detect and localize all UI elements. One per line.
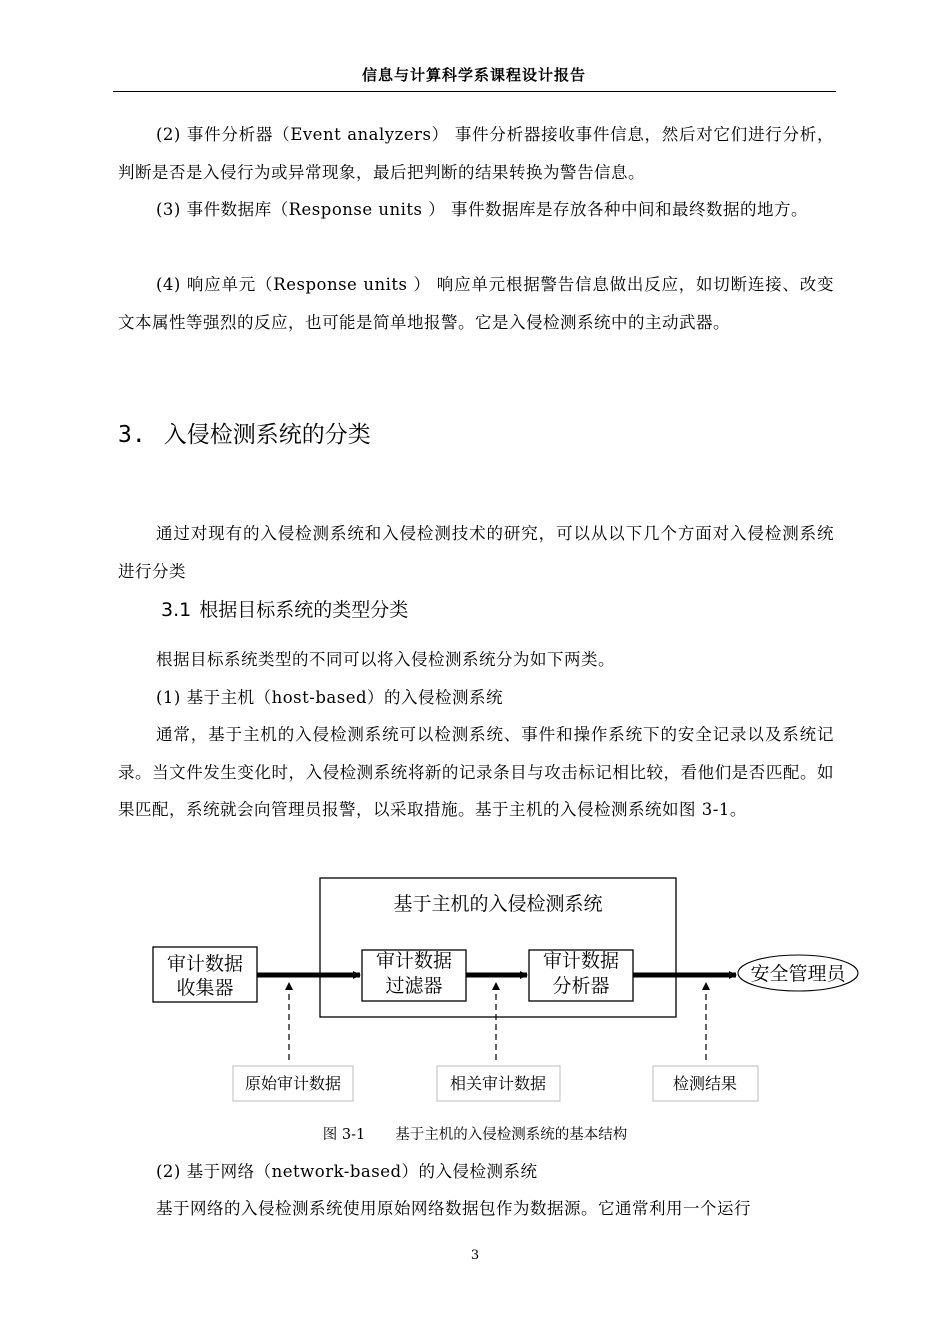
analyzer-label-line1: 审计数据: [542, 950, 620, 972]
section-heading: [118, 416, 371, 449]
paragraph-network-based: 基于网络的入侵检测系统使用原始网络数据包作为数据源。它通常利用一个运行: [156, 1199, 751, 1218]
page-number: 3: [470, 1248, 480, 1263]
caption-number: 图 3-1: [322, 1127, 366, 1143]
paragraph-event-analyzers: (2) 事件分析器（Event analyzers） 事件分析器接收事件信息，然后对它们进行分析，判断是否是入侵行为或异常现象，最后把判断的结果转换为警告信息。: [118, 125, 834, 182]
result-label: 检测结果: [672, 1074, 738, 1093]
figure-3-1-diagram: [140, 870, 860, 1110]
paragraph-host-based: 通常，基于主机的入侵检测系统可以检测系统、事件和操作系统下的安全记录以及系统记录。当文件发生变化时，入侵检测系统将新的记录条目与攻击标记相比较，看他们是否匹配。如果匹配，系统就会向管理员报警，以采取措施。基于主机的入侵检测系统如图 3-1。: [118, 725, 834, 819]
paragraph-response-units: (4) 响应单元（Response units ） 响应单元根据警告信息做出反应，如切断连接、改变文本属性等强烈的反应，也可能是简单地报警。它是入侵检测系统中的主动武器。: [118, 275, 834, 332]
section-title: 入侵检测系统的分类: [163, 422, 371, 448]
subsection-title: 根据目标系统的类型分类: [199, 599, 409, 621]
header-rule: [113, 91, 836, 92]
paragraph-two-types: 根据目标系统类型的不同可以将入侵检测系统分为如下两类。: [156, 650, 615, 669]
paragraph-network-based-heading: (2) 基于网络（network-based）的入侵检测系统: [156, 1162, 538, 1181]
subsection-heading: [161, 595, 408, 622]
filter-label-line1: 审计数据: [375, 950, 453, 972]
paragraph-intro: 通过对现有的入侵检测系统和入侵检测技术的研究，可以从以下几个方面对入侵检测系统进行分类: [118, 524, 834, 581]
collector-label-line2: 收集器: [176, 977, 234, 999]
paragraph-event-database: (3) 事件数据库（Response units ） 事件数据库是存放各种中间和最终数据的地方。: [156, 200, 808, 219]
filter-label-line2: 过滤器: [385, 975, 443, 997]
caption-text: 基于主机的入侵检测系统的基本结构: [395, 1127, 628, 1143]
outer-system-label: 基于主机的入侵检测系统: [393, 893, 603, 915]
running-header: 信息与计算科学系课程设计报告: [361, 66, 586, 84]
paragraph-host-based-heading: (1) 基于主机（host-based）的入侵检测系统: [156, 688, 504, 707]
subsection-number: 3.1: [161, 599, 192, 621]
raw-data-label: 原始审计数据: [244, 1074, 342, 1093]
analyzer-label-line2: 分析器: [552, 975, 610, 997]
related-data-label: 相关审计数据: [449, 1074, 547, 1093]
admin-label: 安全管理员: [750, 963, 846, 985]
section-number: 3.: [118, 422, 146, 448]
collector-label-line1: 审计数据: [166, 953, 244, 975]
figure-caption: [0, 1123, 950, 1144]
